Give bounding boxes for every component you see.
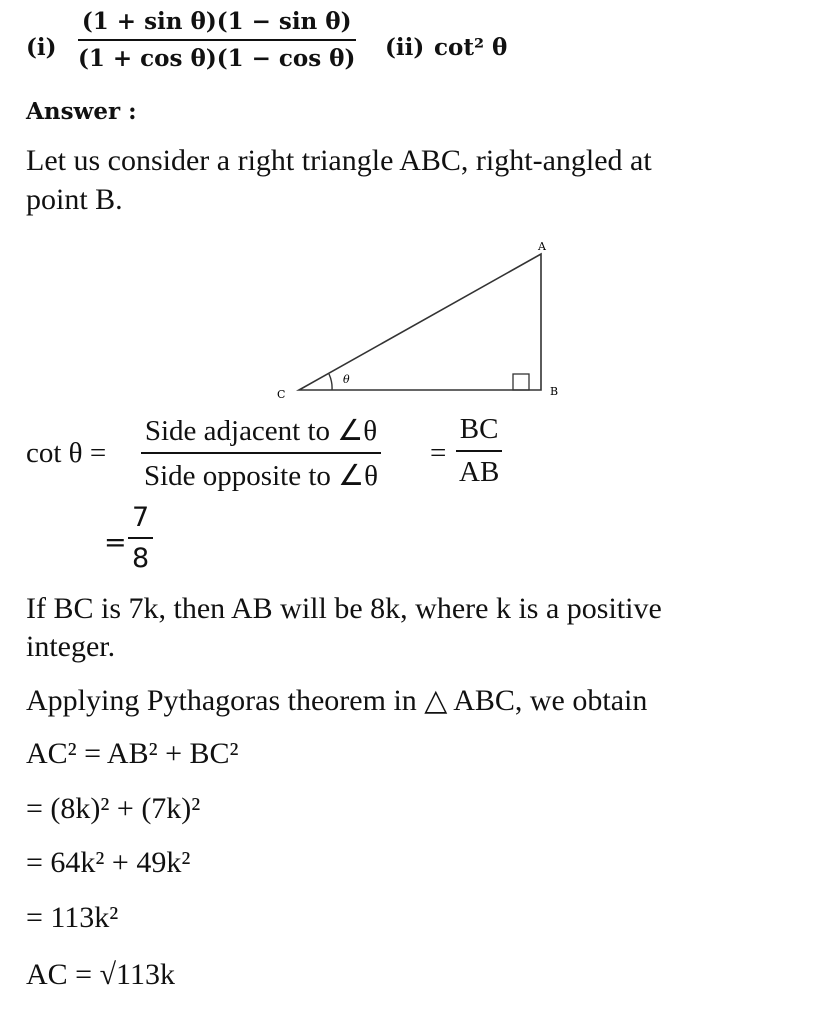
triangle-abc [299, 254, 541, 390]
intro-line-1: Let us consider a right triangle ABC, right-angled at [26, 144, 652, 177]
right-angle-marker [513, 374, 529, 390]
part1-numerator: (1 + sin θ)(1 − sin θ) [78, 8, 356, 41]
vertex-a-label: A [538, 240, 546, 253]
theta-label: θ [343, 373, 350, 386]
pythagoras-line: Applying Pythagoras theorem in △ ABC, we obtain [26, 684, 648, 717]
answer-heading: Answer : [26, 98, 137, 125]
ab-denominator: AB [459, 456, 500, 488]
cot-equals: = [430, 437, 447, 469]
cot-fraction-1 [140, 413, 382, 493]
opposite-denominator: Side opposite to ∠θ [144, 460, 379, 492]
part2-text: cot² θ [434, 34, 508, 61]
step-3: = 64k² + 49k² [26, 846, 191, 879]
part2-label: (ii) [385, 34, 425, 61]
vertex-c-label: C [277, 388, 286, 401]
ratio-equals: = [104, 527, 127, 558]
step-2: = (8k)² + (7k)² [26, 792, 201, 825]
part1-denominator: (1 + cos θ)(1 − cos θ) [78, 45, 356, 72]
cot-lhs: cot θ = [26, 437, 107, 469]
part1-fraction [74, 8, 359, 72]
triangle-figure [260, 238, 580, 408]
part1-label: (i) [26, 34, 57, 61]
ratio-denominator: 8 [132, 543, 150, 574]
ratio-numerator: 7 [128, 502, 153, 539]
intro-line-2: point B. [26, 183, 123, 216]
step-1: AC² = AB² + BC² [26, 737, 239, 770]
bc-numerator: BC [456, 413, 503, 452]
ratio-fraction [128, 502, 153, 574]
bc-statement-line-2: integer. [26, 630, 116, 663]
theta-arc [329, 374, 332, 390]
step-5: AC = √113k [26, 958, 175, 991]
adjacent-numerator: Side adjacent to ∠θ [141, 413, 381, 454]
step-4: = 113k² [26, 901, 119, 934]
cot-fraction-2 [455, 413, 503, 489]
vertex-b-label: B [550, 385, 559, 398]
bc-statement-line-1: If BC is 7k, then AB will be 8k, where k is a positive [26, 592, 662, 625]
